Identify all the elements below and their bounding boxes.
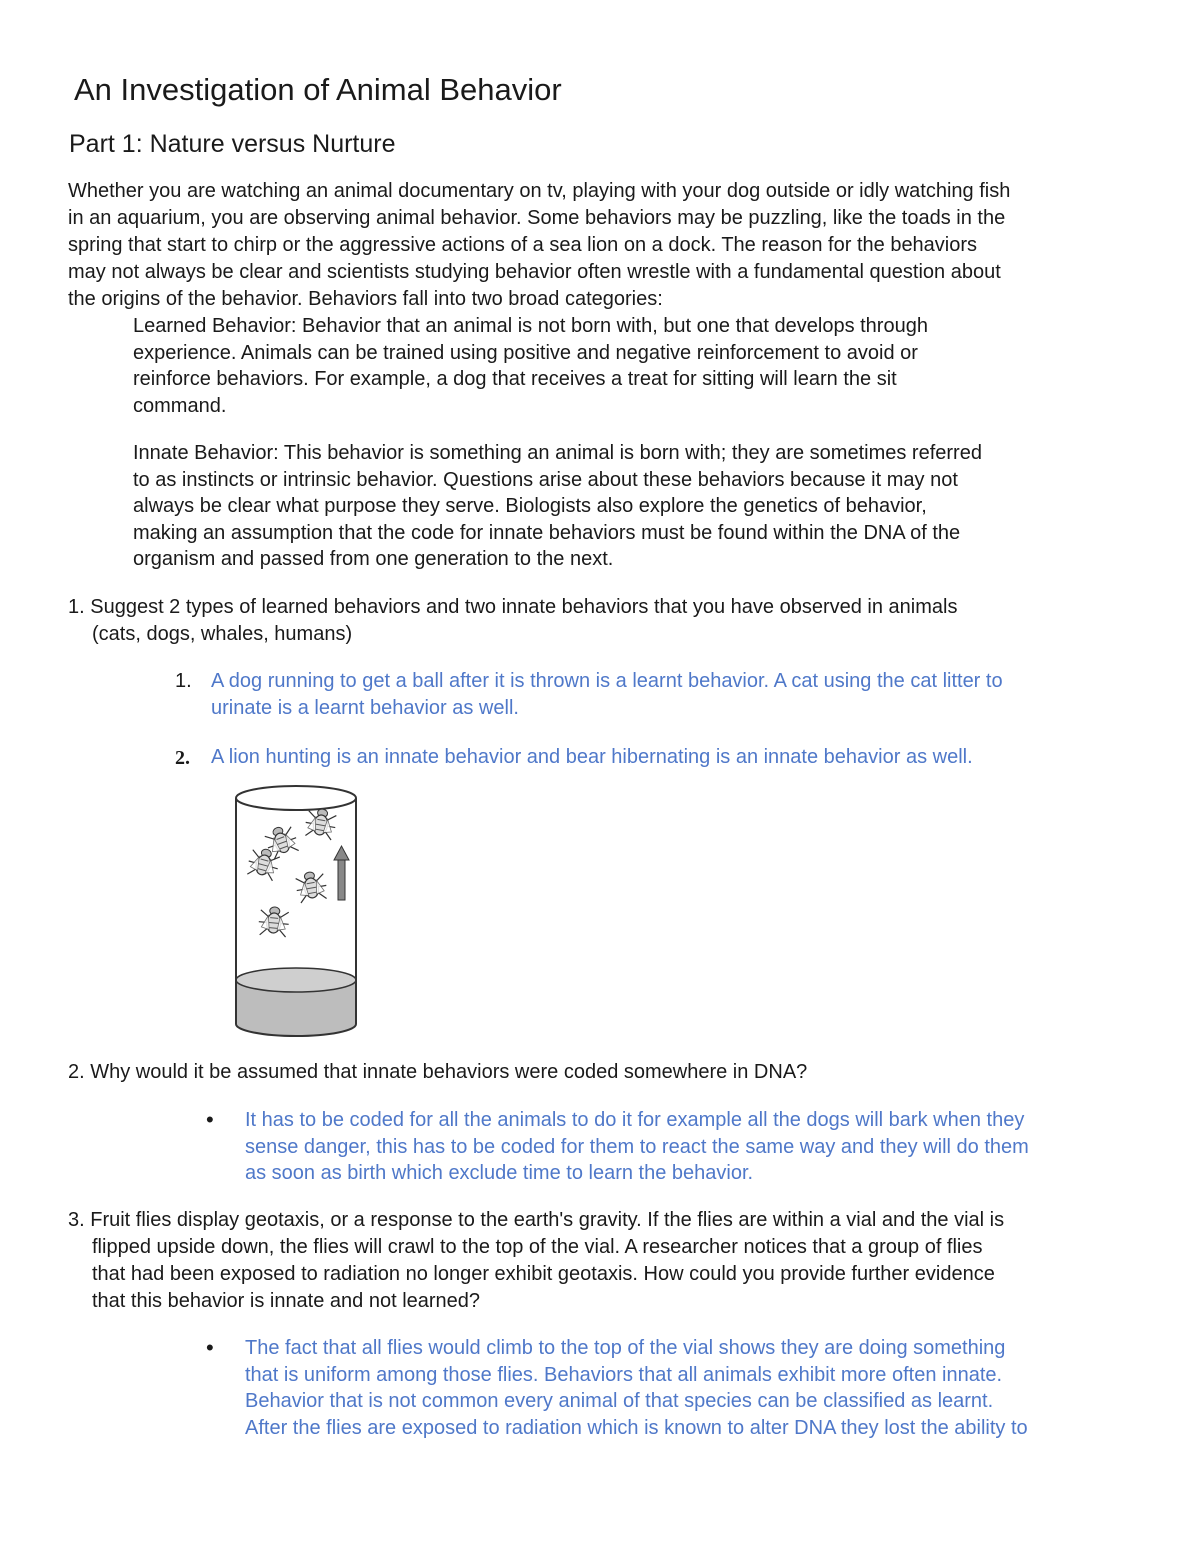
intro-line: Whether you are watching an animal documentary on tv, playing with your dog outside or idly watching fish xyxy=(68,180,1011,202)
learned-line: command. xyxy=(133,394,227,417)
bullet-icon: • xyxy=(206,1107,214,1132)
intro-line: spring that start to chirp or the aggressive actions of a sea lion on a dock. The reason for the behaviors xyxy=(68,234,978,256)
innate-behavior-definition xyxy=(133,440,1133,573)
question-1 xyxy=(68,594,957,648)
intro-line: may not always be clear and scientists studying behavior often wrestle with a fundamental question about xyxy=(68,261,1001,283)
intro-paragraph xyxy=(68,178,1148,313)
question-2-answer-line: sense danger, this has to be coded for them to react the same way and they will do them xyxy=(245,1135,1029,1158)
question-2-line: 2. Why would it be assumed that innate behaviors were coded somewhere in DNA? xyxy=(68,1061,808,1083)
question-3-answer xyxy=(245,1335,1028,1441)
arrow-up-icon xyxy=(334,846,349,900)
bullet-icon: • xyxy=(206,1335,214,1360)
question-2-answer xyxy=(245,1107,1029,1187)
innate-line: always be clear what purpose they serve. Biologists also explore the genetics of behavior, xyxy=(133,495,927,517)
answer-1-number: 1. xyxy=(175,670,192,692)
answer-2-line: A lion hunting is an innate behavior and bear hibernating is an innate behavior as well. xyxy=(211,746,973,768)
question-3-line: 3. Fruit flies display geotaxis, or a response to the earth's gravity. If the flies are within a vial and the vial is xyxy=(68,1209,1005,1231)
answer-1-line: urinate is a learnt behavior as well. xyxy=(211,696,519,719)
question-3-answer-line: Behavior that is not common every animal of that species can be classified as learnt. xyxy=(245,1390,994,1412)
learned-behavior-definition xyxy=(133,313,1133,419)
intro-line: the origins of the behavior. Behaviors fall into two broad categories: xyxy=(68,288,663,310)
learned-line: Learned Behavior: Behavior that an animal is not born with, but one that develops through xyxy=(133,315,928,337)
innate-line: to as instincts or intrinsic behavior. Questions arise about these behaviors because it may not xyxy=(133,468,958,491)
question-3 xyxy=(68,1207,1004,1315)
vial-rim xyxy=(236,786,356,810)
innate-line: making an assumption that the code for innate behaviors must be found within the DNA of the xyxy=(133,521,961,544)
liquid-surface xyxy=(236,968,356,992)
fruit-fly-icon xyxy=(294,870,329,904)
part1-heading: Part 1: Nature versus Nurture xyxy=(69,130,396,158)
fruit-fly-vial-illustration xyxy=(226,780,366,1040)
learned-line: reinforce behaviors. For example, a dog that receives a treat for sitting will learn the sit xyxy=(133,368,897,390)
question-1-line: (cats, dogs, whales, humans) xyxy=(92,623,353,645)
answer-2-text xyxy=(211,744,973,771)
question-1-line: 1. Suggest 2 types of learned behaviors and two innate behaviors that you have observed in animals xyxy=(68,596,958,618)
answer-1-line: A dog running to get a ball after it is thrown is a learnt behavior. A cat using the cat litter to xyxy=(211,670,1003,692)
fruit-fly-icon xyxy=(258,906,290,938)
learned-line: experience. Animals can be trained using positive and negative reinforcement to avoid or xyxy=(133,341,918,364)
innate-line: organism and passed from one generation to the next. xyxy=(133,548,614,570)
question-3-line: that this behavior is innate and not learned? xyxy=(92,1290,481,1312)
document-title: An Investigation of Animal Behavior xyxy=(74,72,562,107)
question-2-answer-line: It has to be coded for all the animals to do it for example all the dogs will bark when they xyxy=(245,1109,1025,1131)
question-2-answer-line: as soon as birth which exclude time to learn the behavior. xyxy=(245,1162,754,1184)
question-2 xyxy=(68,1059,807,1086)
question-3-line: flipped upside down, the flies will crawl to the top of the vial. A researcher notices that a group of flies xyxy=(92,1236,983,1258)
question-3-answer-line: The fact that all flies would climb to the top of the vial shows they are doing something xyxy=(245,1337,1006,1359)
question-3-line: that had been exposed to radiation no longer exhibit geotaxis. How could you provide further evidence xyxy=(92,1263,995,1285)
innate-line: Innate Behavior: This behavior is something an animal is born with; they are sometimes referred xyxy=(133,442,982,464)
fruit-fly-icon xyxy=(303,807,338,841)
question-3-answer-line: After the flies are exposed to radiation which is known to alter DNA they lost the ability to xyxy=(245,1416,1028,1439)
intro-line: in an aquarium, you are observing animal behavior. Some behaviors may be puzzling, like the toads in the xyxy=(68,207,1006,229)
question-3-answer-line: that is uniform among those flies. Behaviors that all animals exhibit more often innate. xyxy=(245,1363,1003,1386)
answer-1-text xyxy=(211,668,1003,721)
answer-2-number: 2. xyxy=(175,747,190,769)
